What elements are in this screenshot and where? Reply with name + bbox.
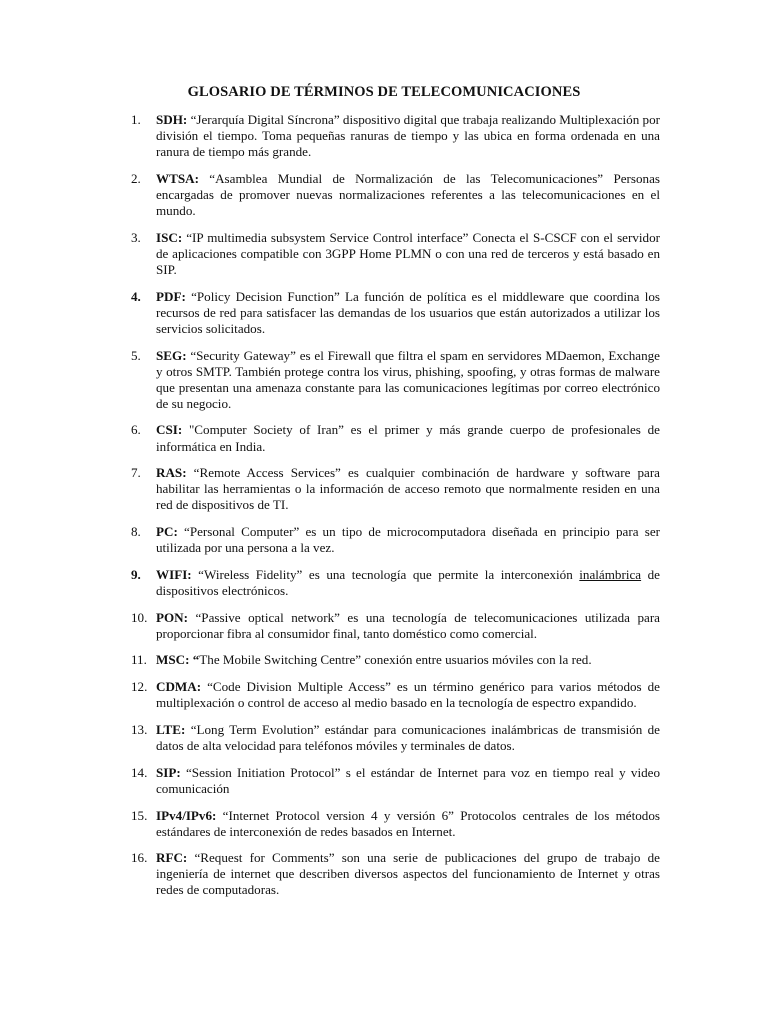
entry-term: ISC: (156, 229, 183, 245)
entry-term: IPv4/IPv6: (156, 807, 217, 823)
entry-number: 14. (131, 764, 148, 780)
underlined-word: inalámbrica (579, 566, 642, 582)
entry-definition: “Code Division Multiple Access” es un término genérico para varios métodos de multiplexación o control de acceso al medio basado en la tecnología de espectro expandido. (156, 679, 660, 711)
entry-term: CDMA: (156, 679, 202, 695)
entry-number: 7. (131, 465, 141, 481)
glossary-entry-wtsa (120, 171, 660, 219)
entry-definition: “Policy Decision Function” La función de política es el middleware que coordina los recursos de red para satisfacer las demandas de los usuarios que están autorizados a utilizar los servicios solicitados. (156, 288, 660, 336)
entry-term: SDH: (156, 112, 188, 127)
entry-definition: “Jerarquía Digital Síncrona” dispositivo digital que trabaja realizando Multiplexación por división el tiempo. Toma pequeñas ranuras de tiempo y las ubica en forma ordenada en una ranura de tiempo más grande. (156, 112, 660, 160)
entry-term: PON: (156, 609, 188, 625)
glossary-entry-lte (120, 722, 660, 754)
glossary-list (120, 112, 660, 909)
entry-number: 5. (131, 347, 141, 363)
entry-number: 16. (131, 850, 148, 866)
entry-term: WIFI: (156, 566, 192, 582)
glossary-entry-pc (120, 524, 660, 556)
entry-number: 3. (131, 229, 141, 245)
glossary-entry-ipv4-ipv6 (120, 808, 660, 840)
entry-number: 10. (131, 609, 148, 625)
entry-number: 9. (131, 566, 141, 582)
glossary-entry-rfc (120, 850, 660, 898)
entry-term: PDF: (156, 288, 186, 304)
entry-definition: “Security Gateway” es el Firewall que filtra el spam en servidores MDaemon, Exchange y otros SMTP. También protege contra los virus, phishing, spoofing, y otras formas de malware que presentan una amenaza constante para las comunicaciones legítimas por correo electrónico de su negocio. (156, 347, 660, 411)
glossary-entry-seg (120, 348, 660, 412)
entry-definition: The Mobile Switching Centre” conexión entre usuarios móviles con la red. (199, 652, 592, 668)
entry-term: RFC: (156, 850, 188, 866)
entry-number: 11. (131, 652, 147, 668)
entry-definition: “Session Initiation Protocol” s el estándar de Internet para voz en tiempo real y video comunicación (156, 764, 660, 796)
entry-number: 8. (131, 524, 141, 540)
entry-number: 13. (131, 721, 148, 737)
entry-number: 1. (131, 112, 141, 127)
entry-definition: “Internet Protocol version 4 y versión 6” Protocolos centrales de los métodos estándares de interconexión de redes basados en Internet. (156, 807, 660, 839)
entry-number: 4. (131, 288, 141, 304)
entry-definition: “Wireless Fidelity” es una tecnología que permite la interconexión (191, 566, 580, 582)
glossary-entry-sdh (120, 112, 660, 160)
entry-number: 12. (131, 679, 148, 695)
entry-definition: “Request for Comments” son una serie de publicaciones del grupo de trabajo de ingeniería de internet que describen diversos aspectos del funcionamiento de Internet y otras redes de computadoras. (156, 850, 660, 898)
entry-definition: “Asamblea Mundial de Normalización de las Telecomunicaciones” Personas encargadas de promover nuevas normalizaciones referentes a las telecomunicaciones en el mundo. (156, 170, 660, 219)
glossary-entry-pdf (120, 289, 660, 337)
entry-term: PC: (156, 524, 178, 540)
entry-definition-end: de dispositivos electrónicos. (156, 566, 660, 598)
glossary-entry-csi (120, 422, 660, 454)
entry-definition: “Personal Computer” es un tipo de microcomputadora diseñada en principio para ser utilizada por una persona a la vez. (156, 524, 660, 556)
entry-term: MSC: “ (156, 652, 200, 668)
entry-definition: "Computer Society of Iran” es el primer y más grande cuerpo de profesionales de informática en India. (156, 422, 660, 454)
glossary-entry-sip (120, 765, 660, 797)
entry-definition: “Remote Access Services” es cualquier combinación de hardware y software para habilitar las herramientas o la información de acceso remoto que normalmente residen en una red de dispositivos de TI. (156, 465, 660, 513)
entry-definition: “IP multimedia subsystem Service Control interface” Conecta el S-CSCF con el servidor de aplicaciones compatible con 3GPP Home PLMN o con una red de terceros y está basado en SIP. (156, 229, 660, 277)
entry-number: 6. (131, 422, 141, 438)
entry-term: SEG: (156, 347, 187, 363)
glossary-entry-wifi (120, 567, 660, 599)
entry-term: CSI: (156, 422, 183, 438)
entry-definition: “Long Term Evolution” estándar para comunicaciones inalámbricas de transmisión de datos de alta velocidad para teléfonos móviles y terminales de datos. (156, 721, 660, 754)
glossary-entry-isc (120, 230, 660, 278)
entry-term: SIP: (156, 764, 181, 780)
glossary-entry-msc (120, 652, 660, 668)
glossary-entry-ras (120, 465, 660, 513)
entry-number: 2. (131, 170, 141, 186)
entry-definition: “Passive optical network” es una tecnología de telecomunicaciones utilizada para proporcionar fibra al consumidor final, tanto doméstico como comercial. (156, 609, 660, 641)
entry-number: 15. (131, 807, 148, 823)
entry-term: RAS: (156, 465, 187, 481)
entry-term: LTE: (156, 721, 186, 737)
glossary-entry-cdma (120, 679, 660, 711)
entry-term: WTSA: (156, 170, 199, 186)
document-title: GLOSARIO DE TÉRMINOS DE TELECOMUNICACIONES (187, 84, 581, 100)
glossary-entry-pon (120, 610, 660, 642)
